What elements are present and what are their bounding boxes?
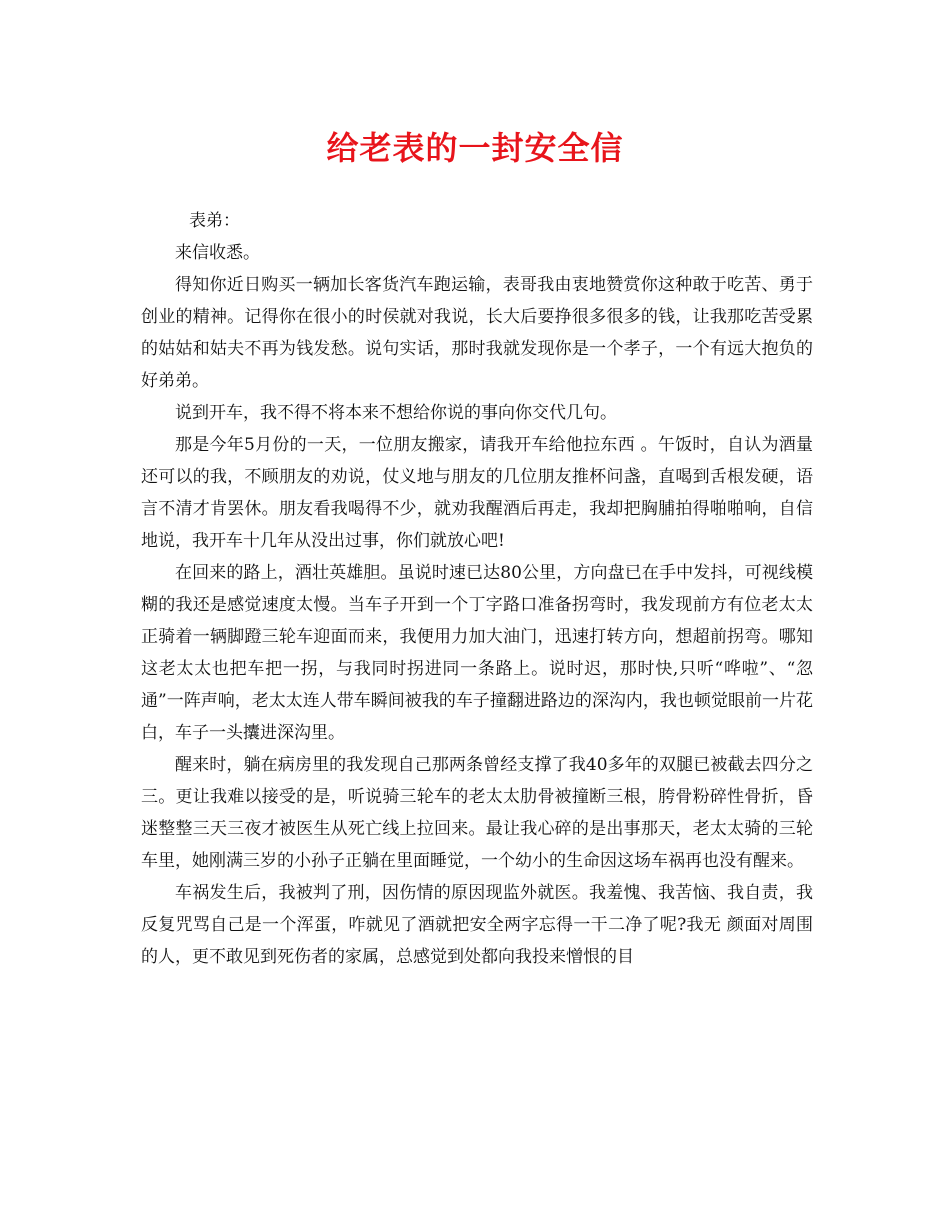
paragraph: 在回来的路上，酒壮英雄胆。虽说时速已达80公里，方向盘已在手中发抖，可视线模糊的我还是感觉速度太慢。当车子开到一个丁字路口准备拐弯时，我发现前方有位老太太正骑着一辆脚蹬三轮车迎面而来，我便用力加大油门，迅速打转方向，想超前拐弯。哪知这老太太也把车把一拐，与我同时拐进同一条路上。说时迟，那时快,只听“哗啦”、“忽通”一阵声响，老太太连人带车瞬间被我的车子撞翻进路边的深沟内，我也顿觉眼前一片花白，车子一头攮进深沟里。 [141,563,813,743]
letter-body [141,205,813,973]
paragraph: 车祸发生后，我被判了刑，因伤情的原因现监外就医。我羞愧、我苦恼、我自责，我反复咒骂自己是一个浑蛋，咋就见了酒就把安全两字忘得一干二净了呢?我无 颜面对周围的人，更不敢见到死伤者的家属，总感觉到处都向我投来憎恨的目 [141,883,813,967]
paragraph: 得知你近日购买一辆加长客货汽车跑运输，表哥我由衷地赞赏你这种敢于吃苦、勇于创业的精神。记得你在很小的时侯就对我说，长大后要挣很多很多的钱，让我那吃苦受累的姑姑和姑夫不再为钱发愁。说句实话，那时我就发现你是一个孝子，一个有远大抱负的好弟弟。 [141,275,813,391]
document-title: 给老表的一封安全信 [326,129,624,167]
salutation: 表弟： [189,211,240,231]
paragraph: 醒来时，躺在病房里的我发现自己那两条曾经支撑了我40多年的双腿已被截去四分之三。更让我难以接受的是，听说骑三轮车的老太太肋骨被撞断三根，胯骨粉碎性骨折，昏迷整整三天三夜才被医生从死亡线上拉回来。最让我心碎的是出事那天，老太太骑的三轮车里，她刚满三岁的小孙子正躺在里面睡觉，一个幼小的生命因这场车祸再也没有醒来。 [141,755,813,871]
paragraph: 来信收悉。 [175,243,260,263]
paragraph: 说到开车，我不得不将本来不想给你说的事向你交代几句。 [175,403,617,423]
paragraph: 那是今年5月份的一天，一位朋友搬家，请我开车给他拉东西 。午饭时，自认为酒量还可以的我，不顾朋友的劝说，仗义地与朋友的几位朋友推杯问盏，直喝到舌根发硬，语言不清才肯罢休。朋友看我喝得不少，就劝我醒酒后再走，我却把胸脯拍得啪啪响，自信地说，我开车十几年从没出过事，你们就放心吧! [141,435,813,551]
